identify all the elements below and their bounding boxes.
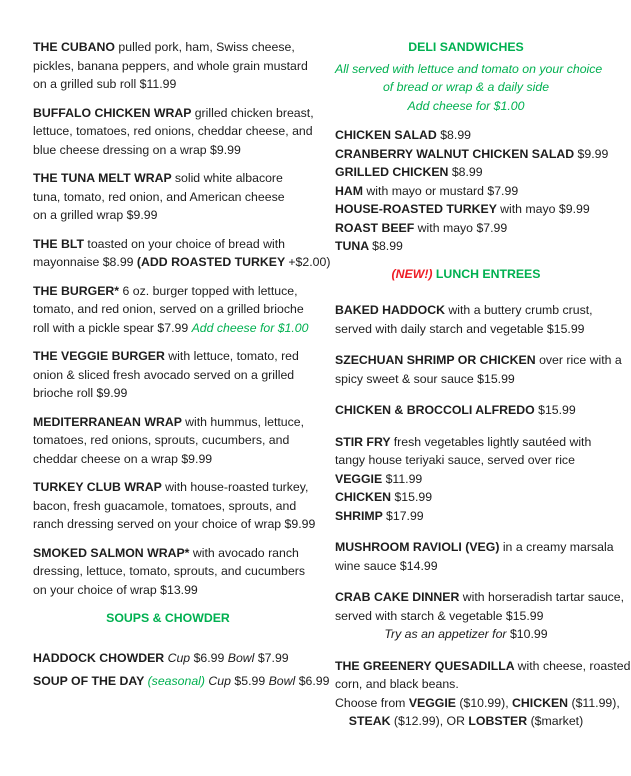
text-segment: VEGGIE <box>408 695 460 710</box>
text-line <box>335 507 597 526</box>
text-segment: $9.99 <box>577 146 609 161</box>
text-line <box>33 672 330 691</box>
text-segment: $15.99 <box>538 403 576 417</box>
text-segment: THE GREENERY QUESADILLA <box>335 658 518 673</box>
text-segment: tuna, tomato, red onion, and American cheese <box>33 189 285 204</box>
text-segment: with lettuce, tomato, red <box>168 349 299 363</box>
text-line <box>335 237 597 256</box>
text-segment: $8.99 <box>440 128 471 142</box>
text-segment: CHICKEN <box>512 695 572 710</box>
text-segment: toasted on your choice of bread with <box>87 236 285 251</box>
text-segment: pickles, banana peppers, and whole grain mustard <box>33 58 308 73</box>
text-line <box>335 78 597 97</box>
text-line <box>33 300 303 319</box>
text-segment: CHICKEN & BROCCOLI ALFREDO <box>335 403 539 417</box>
text-line <box>33 188 303 207</box>
text-segment: ROAST BEEF <box>335 220 418 235</box>
text-line <box>33 515 316 534</box>
text-segment: on your choice of wrap $13.99 <box>33 582 198 597</box>
soup-item-soup-of-the-day <box>33 672 330 691</box>
text-segment: with horseradish tartar sauce, <box>462 590 625 604</box>
text-segment: of bread or wrap & a daily side <box>382 80 550 94</box>
text-segment: CHICKEN SALAD <box>335 128 441 142</box>
text-segment: THE BLT <box>33 236 88 251</box>
text-segment: BAKED HADDOCK <box>335 303 449 317</box>
text-segment: with hummus, lettuce, <box>185 414 305 429</box>
text-line <box>33 478 309 497</box>
text-segment: SOUPS & CHOWDER <box>106 611 230 625</box>
text-segment: fresh vegetables lightly sautéed with <box>393 434 592 449</box>
menu-item-the-cubano <box>33 38 308 94</box>
text-line <box>335 588 625 607</box>
text-line <box>33 122 313 141</box>
text-segment: VEGGIE <box>335 471 386 486</box>
text-segment: $7.99 <box>257 650 289 665</box>
text-line <box>335 657 631 676</box>
text-line <box>33 104 314 123</box>
text-line <box>335 182 597 201</box>
text-line <box>335 145 609 164</box>
text-segment: $8.99 <box>451 165 483 179</box>
text-line <box>335 219 597 238</box>
text-segment: spicy sweet & sour sauce $15.99 <box>335 371 515 386</box>
text-segment: over rice with a <box>539 353 622 367</box>
text-segment: corn, and black beans. <box>335 677 459 691</box>
text-line <box>33 384 303 403</box>
text-segment: served with daily starch and vegetable $15.99 <box>335 321 585 336</box>
text-segment: with avocado ranch <box>192 545 299 560</box>
menu-item-the-burger <box>33 282 309 338</box>
text-segment: SMOKED SALMON WRAP* <box>33 545 193 560</box>
text-line <box>33 75 303 94</box>
text-line <box>33 57 308 76</box>
menu-item-chicken-broccoli-alfredo <box>335 401 597 420</box>
text-segment: brioche roll $9.99 <box>33 386 128 400</box>
text-segment: $11.99 <box>385 471 423 486</box>
text-segment: tomato, and red onion, served on a grilled brioche <box>33 302 304 316</box>
text-line <box>335 320 597 339</box>
menu-column-left <box>33 38 331 696</box>
text-line <box>33 497 303 516</box>
menu-item-smoked-salmon-wrap <box>33 544 306 600</box>
text-segment: Cup <box>167 650 194 665</box>
text-line <box>33 649 303 668</box>
text-segment: CHICKEN <box>335 490 395 504</box>
text-segment: tomatoes, red onions, sprouts, cucumbers, and <box>33 433 290 447</box>
text-segment: +$2.00) <box>288 255 331 269</box>
text-segment: roll with a pickle spear $7.99 <box>33 320 192 335</box>
text-segment: Bowl <box>268 674 299 688</box>
deli-sandwiches-heading <box>335 38 597 57</box>
text-segment: in a creamy marsala <box>502 540 614 554</box>
text-line <box>33 206 303 225</box>
text-segment: BUFFALO CHICKEN WRAP <box>33 105 195 120</box>
new-lunch-entrees-heading <box>335 265 597 284</box>
text-line <box>33 562 306 581</box>
text-segment: mayonnaise $8.99 <box>33 255 137 269</box>
text-line <box>33 282 303 301</box>
text-segment: STEAK <box>348 714 394 728</box>
text-line <box>335 38 597 57</box>
text-line <box>335 370 597 389</box>
soups-chowder-heading <box>33 609 303 628</box>
menu-item-crab-cake-dinner <box>335 588 625 644</box>
text-segment: solid white albacore <box>174 171 283 185</box>
text-segment: THE VEGGIE BURGER <box>33 349 169 363</box>
text-line <box>33 253 331 272</box>
text-segment: with mayo or mustard $7.99 <box>366 183 519 198</box>
menu-column-right <box>335 38 631 744</box>
text-line <box>335 451 597 470</box>
text-segment: LOBSTER <box>468 714 531 728</box>
text-segment: ($market) <box>530 714 584 728</box>
menu-item-baked-haddock <box>335 301 597 338</box>
menu-item-mediterranean-wrap <box>33 413 303 469</box>
text-line <box>335 538 614 557</box>
text-line <box>33 347 303 366</box>
text-line <box>335 265 597 284</box>
text-line <box>33 366 303 385</box>
text-segment: (ADD ROASTED TURKEY <box>136 255 289 269</box>
text-segment: 6 oz. burger topped with lettuce, <box>122 283 298 298</box>
deli-subtitle <box>335 60 603 116</box>
text-segment: Bowl <box>227 650 258 665</box>
text-line <box>335 60 603 79</box>
text-segment: Try as an appetizer for <box>384 627 510 641</box>
text-segment: THE BURGER* <box>33 283 123 298</box>
menu-item-turkey-club-wrap <box>33 478 316 534</box>
text-line <box>335 694 620 713</box>
text-segment: ($11.99), <box>571 695 620 710</box>
text-segment: LUNCH ENTREES <box>435 266 541 281</box>
text-line <box>335 625 597 644</box>
text-line <box>335 126 597 145</box>
text-segment: with cheese, roasted <box>517 658 631 673</box>
text-line <box>335 200 597 219</box>
text-segment: Choose from <box>335 695 409 710</box>
text-line <box>335 433 597 452</box>
text-segment: SHRIMP <box>335 508 387 523</box>
text-line <box>33 609 303 628</box>
text-line <box>335 97 597 116</box>
text-segment: SZECHUAN SHRIMP OR CHICKEN <box>335 353 540 367</box>
text-line <box>33 141 303 160</box>
text-line <box>335 712 597 731</box>
text-line <box>335 675 597 694</box>
menu-item-szechuan-shrimp-or-chicken <box>335 351 622 388</box>
text-segment: THE CUBANO <box>33 40 119 54</box>
text-segment: GRILLED CHICKEN <box>335 165 452 179</box>
soup-item-haddock-chowder <box>33 649 303 668</box>
text-segment: CRANBERRY WALNUT CHICKEN SALAD <box>335 146 578 161</box>
text-segment: $6.99 <box>193 650 228 665</box>
text-segment: wine sauce $14.99 <box>335 558 438 573</box>
text-segment: grilled chicken breast, <box>194 105 314 120</box>
text-segment: pulled pork, ham, Swiss cheese, <box>118 40 295 54</box>
text-segment: on a grilled sub roll $11.99 <box>33 77 177 91</box>
text-segment: CRAB CAKE DINNER <box>335 590 463 604</box>
menu-item-the-veggie-burger <box>33 347 303 403</box>
text-line <box>33 413 303 432</box>
menu-item-stir-fry <box>335 433 597 526</box>
text-segment: Add cheese for $1.00 <box>407 98 525 113</box>
text-segment: Cup <box>208 674 235 688</box>
text-segment: with mayo $7.99 <box>417 220 508 235</box>
text-line <box>33 544 303 563</box>
text-line <box>33 450 303 469</box>
text-segment: SOUP OF THE DAY <box>33 674 148 688</box>
text-segment: $8.99 <box>372 239 403 253</box>
text-segment: $10.99 <box>509 627 548 641</box>
text-segment: blue cheese dressing on a wrap $9.99 <box>33 142 241 157</box>
menu-item-the-blt <box>33 235 331 272</box>
text-segment: THE TUNA MELT WRAP <box>33 171 175 185</box>
text-segment: MEDITERRANEAN WRAP <box>33 414 186 429</box>
text-line <box>33 581 303 600</box>
text-line <box>335 301 597 320</box>
text-line <box>335 163 597 182</box>
text-line <box>33 38 303 57</box>
menu-item-tuna-melt-wrap <box>33 169 303 225</box>
text-segment: with house-roasted turkey, <box>165 480 309 494</box>
text-line <box>335 557 597 576</box>
text-segment: ($12.99), OR <box>393 714 469 728</box>
menu-item-mushroom-ravioli <box>335 538 614 575</box>
text-segment: onion & sliced fresh avocado served on a grilled <box>33 367 295 382</box>
text-segment: lettuce, tomatoes, red onions, cheddar cheese, and <box>33 124 313 138</box>
menu-item-buffalo-chicken-wrap <box>33 104 314 160</box>
text-segment: All served with lettuce and tomato on your choice <box>335 61 603 76</box>
text-segment: HADDOCK CHOWDER <box>33 650 168 665</box>
text-segment: $15.99 <box>394 490 433 504</box>
text-segment: $6.99 <box>298 674 330 688</box>
text-line <box>335 488 597 507</box>
text-line <box>33 169 303 188</box>
text-segment: with mayo $9.99 <box>500 202 590 216</box>
text-segment: ranch dressing served on your choice of wrap $9.99 <box>33 517 316 531</box>
text-segment: DELI SANDWICHES <box>408 40 524 54</box>
text-segment: served with starch & vegetable $15.99 <box>335 608 544 623</box>
text-line <box>335 607 597 626</box>
text-line <box>33 319 309 338</box>
text-segment: on a grilled wrap $9.99 <box>33 208 158 222</box>
text-segment: (NEW!) <box>391 266 436 281</box>
text-segment: TUNA <box>335 239 373 253</box>
text-segment: $5.99 <box>234 674 269 688</box>
text-segment: MUSHROOM RAVIOLI (VEG) <box>335 540 503 554</box>
text-segment: HAM <box>335 183 367 198</box>
text-segment: dressing, lettuce, tomato, sprouts, and cucumbers <box>33 564 306 578</box>
text-segment: STIR FRY <box>335 434 394 449</box>
text-line <box>335 470 597 489</box>
text-segment: $17.99 <box>386 508 424 523</box>
text-segment: with a buttery crumb crust, <box>448 303 593 317</box>
text-line <box>335 401 597 420</box>
text-segment: bacon, fresh guacamole, tomatoes, sprouts, and <box>33 498 297 513</box>
menu-item-greenery-quesadilla <box>335 657 631 731</box>
deli-list <box>335 126 609 256</box>
text-segment: ($10.99), <box>459 695 513 710</box>
text-segment: Add cheese for $1.00 <box>191 320 309 335</box>
text-line <box>33 235 303 254</box>
text-segment: HOUSE-ROASTED TURKEY <box>335 202 501 216</box>
text-segment: cheddar cheese on a wrap $9.99 <box>33 451 213 466</box>
text-segment: TURKEY CLUB WRAP <box>33 480 166 494</box>
text-segment: (seasonal) <box>147 674 209 688</box>
text-line <box>33 431 303 450</box>
text-segment: tangy house teriyaki sauce, served over rice <box>335 453 575 467</box>
text-line <box>335 351 622 370</box>
